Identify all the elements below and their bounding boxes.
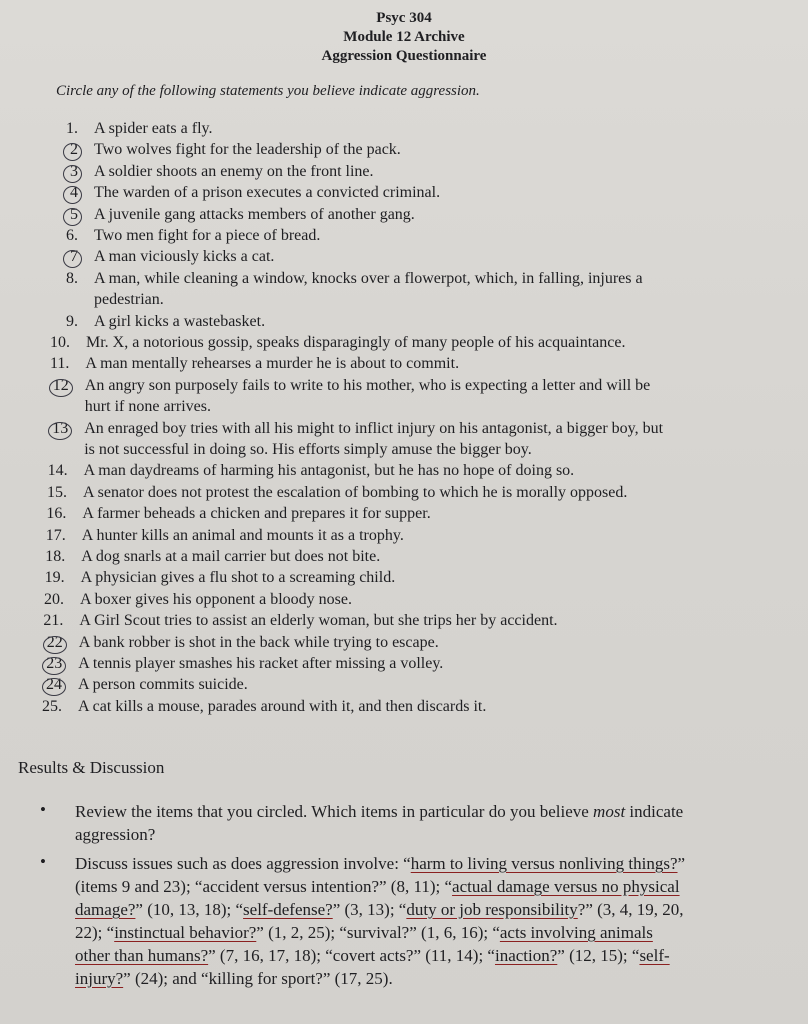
statement-text-continued: hurt if none arrives. — [84, 398, 211, 416]
statement-text: A dog snarls at a mail carrier but does not bite. — [81, 548, 381, 565]
statement-text: A man mentally rehearses a murder he is about to commit. — [85, 355, 460, 373]
instructions: Circle any of the following statements you believe indicate aggression. — [56, 83, 480, 99]
statement-number: 8. — [66, 269, 78, 287]
bullet-line — [75, 967, 393, 990]
hand-drawn-circle-icon — [48, 422, 72, 440]
hand-drawn-circle-icon — [43, 636, 67, 654]
bullet-text: Review the items that you circled. Which items in particular do you believe — [75, 802, 594, 821]
underlined-text: injury? — [75, 969, 124, 988]
bullet-line — [75, 875, 680, 898]
bullet-text: ” (12, 15); “ — [557, 946, 640, 965]
statement-number: 21. — [43, 612, 64, 630]
hand-drawn-circle-icon — [42, 657, 66, 675]
statement-number: 6. — [66, 227, 78, 244]
underlined-text: instinctual behavior? — [114, 923, 257, 942]
statement-number: 16. — [46, 505, 67, 523]
statement-text: A person commits suicide. — [78, 676, 248, 694]
bullet-text: 22); “ — [75, 923, 115, 942]
statement-text: A hunter kills an animal and mounts it as a trophy. — [81, 526, 404, 544]
statement-text: A farmer beheads a chicken and prepares it for supper. — [82, 505, 431, 523]
statement-text: A girl kicks a wastebasket. — [94, 312, 266, 330]
bullet-text: ” (24); and “killing for sport?” (17, 25). — [123, 969, 393, 988]
statement-number: 11. — [49, 355, 70, 373]
statement-text: A cat kills a mouse, parades around with it, and then discards it. — [78, 697, 487, 715]
bullet-line — [75, 800, 683, 823]
underlined-text: other than humans? — [75, 946, 209, 965]
statement-number: 18. — [45, 548, 66, 565]
statement-text: Two men fight for a piece of bread. — [94, 227, 321, 244]
bullet-text: Discuss issues such as does aggression involve: “ — [75, 854, 411, 873]
bullet-line: aggression? — [75, 825, 156, 844]
hand-drawn-circle-icon — [42, 678, 66, 696]
bullet-text: ?” (3, 4, 19, 20, — [577, 900, 684, 919]
hand-drawn-circle-icon — [63, 186, 82, 204]
underlined-text: acts involving animals — [499, 923, 653, 942]
statement-text-continued: pedestrian. — [94, 291, 164, 309]
statement-number: 22 — [46, 633, 63, 651]
statement-text: Mr. X, a notorious gossip, speaks disparagingly of many people of his acquaintance. — [86, 334, 626, 351]
underlined-text: self- — [639, 946, 670, 965]
statement-number: 20. — [44, 590, 64, 608]
statement-number: 7 — [70, 248, 78, 266]
statement-text: A boxer gives his opponent a bloody nose. — [80, 590, 352, 608]
statement-text-continued: is not successful in doing so. His efforts simply amuse the bigger boy. — [84, 441, 532, 458]
bullet-line — [75, 852, 685, 875]
statement-text: A juvenile gang attacks members of another gang. — [94, 205, 415, 223]
statement-text: A bank robber is shot in the back while trying to escape. — [78, 633, 439, 651]
statement-number: 24 — [46, 676, 62, 694]
underlined-text: harm to living versus nonliving things? — [410, 854, 678, 873]
underlined-text: inaction? — [494, 946, 558, 965]
hand-drawn-circle-icon — [63, 208, 82, 226]
questionnaire-title: Aggression Questionnaire — [321, 48, 487, 64]
statement-number: 13 — [52, 419, 69, 437]
hand-drawn-circle-icon — [49, 379, 73, 397]
statement-text: A man daydreams of harming his antagonist, but he has no hope of doing so. — [83, 462, 575, 480]
bullet-line — [75, 944, 670, 967]
statement-number: 2 — [70, 141, 78, 159]
statement-number: 1. — [66, 120, 78, 137]
statement-number: 17. — [45, 526, 66, 544]
statement-text: Two wolves fight for the leadership of the pack. — [94, 141, 401, 159]
bullet-text: indicate — [625, 802, 684, 821]
section-title: Results & Discussion — [18, 758, 165, 777]
underlined-text: duty or job responsibility — [406, 900, 578, 919]
statement-text: A physician gives a flu shot to a screaming child. — [80, 569, 396, 587]
statement-number: 15. — [47, 483, 67, 501]
bullet-line — [75, 921, 653, 944]
statement-text: A senator does not protest the escalation of bombing to which he is morally opposed. — [83, 483, 628, 501]
statement-number: 3 — [70, 162, 78, 180]
bullet-text: (items 9 and 23); “accident versus intention?” (8, 11); “ — [75, 877, 453, 896]
underlined-text: actual damage versus no physical — [452, 877, 680, 896]
bullet-text: ” (3, 13); “ — [332, 900, 407, 919]
statement-text: An enraged boy tries with all his might to inflict injury on his antagonist, a bigger boy, but — [84, 419, 664, 437]
statement-number: 12 — [52, 376, 69, 394]
statement-number: 9. — [66, 312, 78, 330]
statement-text: The warden of a prison executes a convicted criminal. — [94, 184, 441, 202]
underlined-text: self-defense? — [243, 900, 333, 919]
hand-drawn-circle-icon — [63, 143, 82, 161]
bullet-dot-icon: • — [40, 800, 46, 819]
statement-text: A man, while cleaning a window, knocks over a flowerpot, which, in falling, injures a — [94, 269, 643, 287]
statement-text: A tennis player smashes his racket after missing a volley. — [78, 655, 444, 672]
bullet-text: ” (7, 16, 17, 18); “covert acts?” (11, 14); “ — [208, 946, 495, 965]
statement-number: 10. — [50, 334, 70, 351]
statement-text: A man viciously kicks a cat. — [94, 248, 275, 266]
statement-number: 23 — [46, 655, 63, 672]
statement-text: A Girl Scout tries to assist an elderly woman, but she trips her by accident. — [79, 612, 558, 630]
statement-number: 5 — [70, 205, 78, 223]
bullet-line — [75, 898, 684, 921]
statement-number: 19. — [44, 569, 65, 587]
bullet-dot-icon: • — [40, 852, 46, 871]
module-title: Module 12 Archive — [343, 29, 465, 45]
statement-number: 4 — [70, 184, 78, 202]
emphasis-text: most — [593, 802, 626, 821]
statement-text: An angry son purposely fails to write to his mother, who is expecting a letter and will be — [84, 376, 651, 394]
bullet-text: ” — [677, 854, 686, 873]
statement-text: A spider eats a fly. — [94, 120, 213, 137]
statement-number: 14. — [47, 462, 68, 480]
underlined-text: damage? — [75, 900, 136, 919]
course-code: Psyc 304 — [376, 10, 432, 26]
statement-text: A soldier shoots an enemy on the front line. — [94, 162, 374, 180]
hand-drawn-circle-icon — [63, 250, 82, 268]
statement-number: 25. — [42, 697, 62, 715]
bullet-text: ” (1, 2, 25); “survival?” (1, 6, 16); “ — [256, 923, 500, 942]
hand-drawn-circle-icon — [63, 165, 82, 183]
bullet-text: ” (10, 13, 18); “ — [135, 900, 244, 919]
